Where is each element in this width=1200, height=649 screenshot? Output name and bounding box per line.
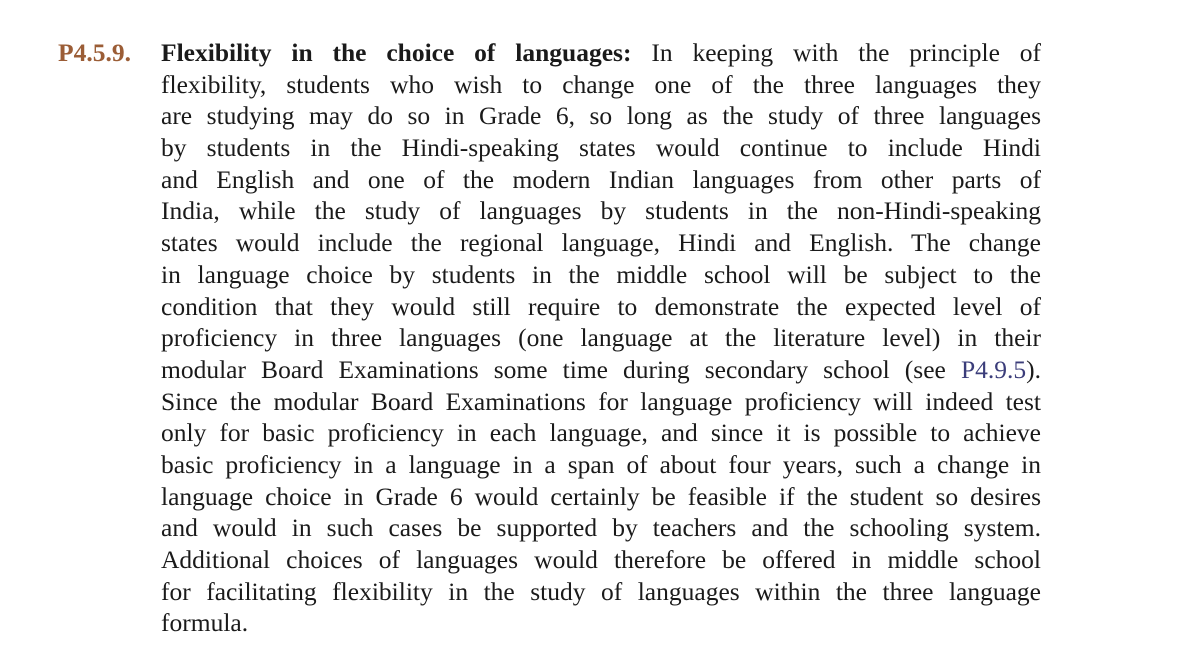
paragraph-line: states would include the regional language, Hindi and English. The change xyxy=(161,228,1041,258)
paragraph-line: Additional choices of languages would therefore be offered in middle school xyxy=(161,545,1041,574)
paragraph-line: by students in the Hindi-speaking states would continue to include Hindi xyxy=(161,133,1041,163)
paragraph-line: in language choice by students in the middle school will be subject to the xyxy=(161,259,1041,289)
paragraph-line: condition that they would still require to demonstrate the expected level of xyxy=(161,291,1041,321)
paragraph-line: proficiency in three languages (one language at the literature level) in their xyxy=(161,323,1041,353)
paragraph-line: flexibility, students who wish to change one of the three languages they xyxy=(161,69,1041,99)
paragraph-line: only for basic proficiency in each language, and since it is possible to achieve xyxy=(161,418,1041,448)
paragraph-line: basic proficiency in a language in a span of about four years, such a change in xyxy=(161,449,1041,479)
paragraph-line: are studying may do so in Grade 6, so long as the study of three languages xyxy=(161,101,1041,131)
paragraph-line xyxy=(161,37,1041,69)
paragraph-body xyxy=(161,37,1041,639)
paragraph-line: and English and one of the modern Indian languages from other parts of xyxy=(161,164,1041,194)
paragraph-line: Since the modular Board Examinations for language proficiency will indeed test xyxy=(161,386,1041,416)
paragraph-line: and would in such cases be supported by teachers and the schooling system. xyxy=(161,513,1041,543)
paragraph-text: modular Board Examinations some time during secondary school (see xyxy=(161,354,961,384)
cross-reference-link[interactable]: P4.9.5 xyxy=(960,354,1027,384)
paragraph-line: for facilitating flexibility in the study of languages within the three language xyxy=(161,576,1041,606)
paragraph-line: formula. xyxy=(161,608,249,638)
paragraph-text: In keeping with the principle of xyxy=(631,38,1041,67)
paragraph-line xyxy=(161,354,1041,386)
paragraph-line: India, while the study of languages by students in the non-Hindi-speaking xyxy=(161,196,1041,226)
paragraph-heading: Flexibility in the choice of languages: xyxy=(161,38,632,67)
paragraph-line: language choice in Grade 6 would certainly be feasible if the student so desires xyxy=(161,481,1041,511)
paragraph-number: P4.5.9. xyxy=(58,38,131,67)
reference-suffix: ). xyxy=(1026,354,1041,384)
